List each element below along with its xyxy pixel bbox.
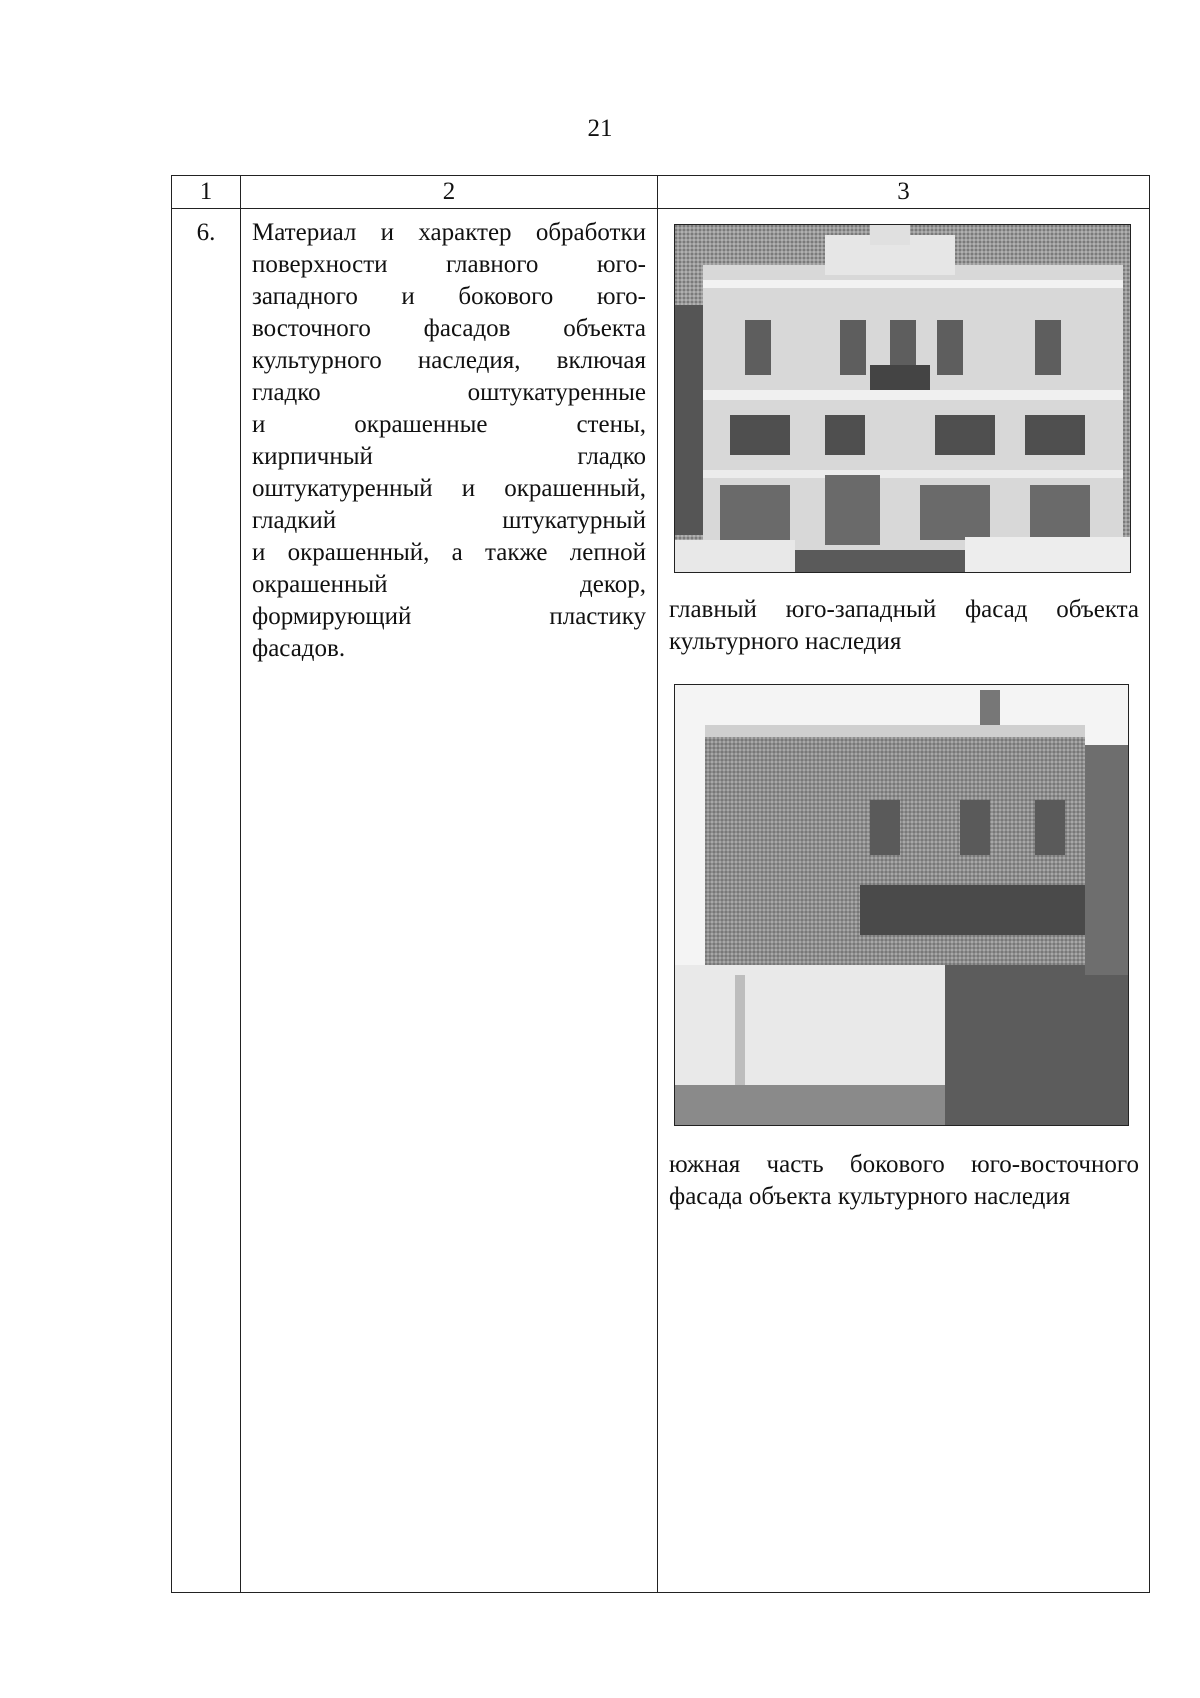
table-header-row — [172, 176, 1150, 209]
table-row — [172, 209, 1150, 1593]
building-photo-icon — [675, 685, 1128, 1125]
header-cell-3: 3 — [658, 176, 1150, 209]
building-photo-icon — [675, 225, 1130, 572]
description-line: гладко оштукатуренные — [252, 379, 646, 406]
description-line: формирующий пластику — [252, 603, 646, 630]
description-line: оштукатуренный и окрашенный, — [252, 475, 646, 502]
row-number: 6. — [172, 209, 241, 1593]
row-description — [241, 209, 658, 1593]
description-line: поверхности главного юго- — [252, 251, 646, 278]
main-facade-caption: главный юго-западный фасад объекта культурного наследия — [669, 596, 1139, 655]
description-line: культурного наследия, включая — [252, 347, 646, 374]
description-line: фасадов. — [252, 635, 346, 662]
header-cell-1: 1 — [172, 176, 241, 209]
description-line: восточного фасадов объекта — [252, 315, 646, 342]
main-facade-photo — [674, 224, 1131, 573]
photos-cell — [658, 209, 1150, 1593]
page-number: 21 — [587, 115, 613, 142]
description-line: западного и бокового юго- — [252, 283, 646, 310]
description-line: Материал и характер обработки — [252, 219, 646, 246]
description-line: кирпичный гладко — [252, 443, 646, 470]
description-line: и окрашенные стены, — [252, 411, 646, 438]
description-line: гладкий штукатурный — [252, 507, 646, 534]
header-cell-2: 2 — [241, 176, 658, 209]
object-table — [171, 175, 1150, 1593]
description-line: окрашенный декор, — [252, 571, 646, 598]
description-line: и окрашенный, а также лепной — [252, 539, 646, 566]
side-facade-caption: южная часть бокового юго-восточного фасада объекта культурного наследия — [669, 1151, 1139, 1210]
side-facade-photo — [674, 684, 1129, 1126]
